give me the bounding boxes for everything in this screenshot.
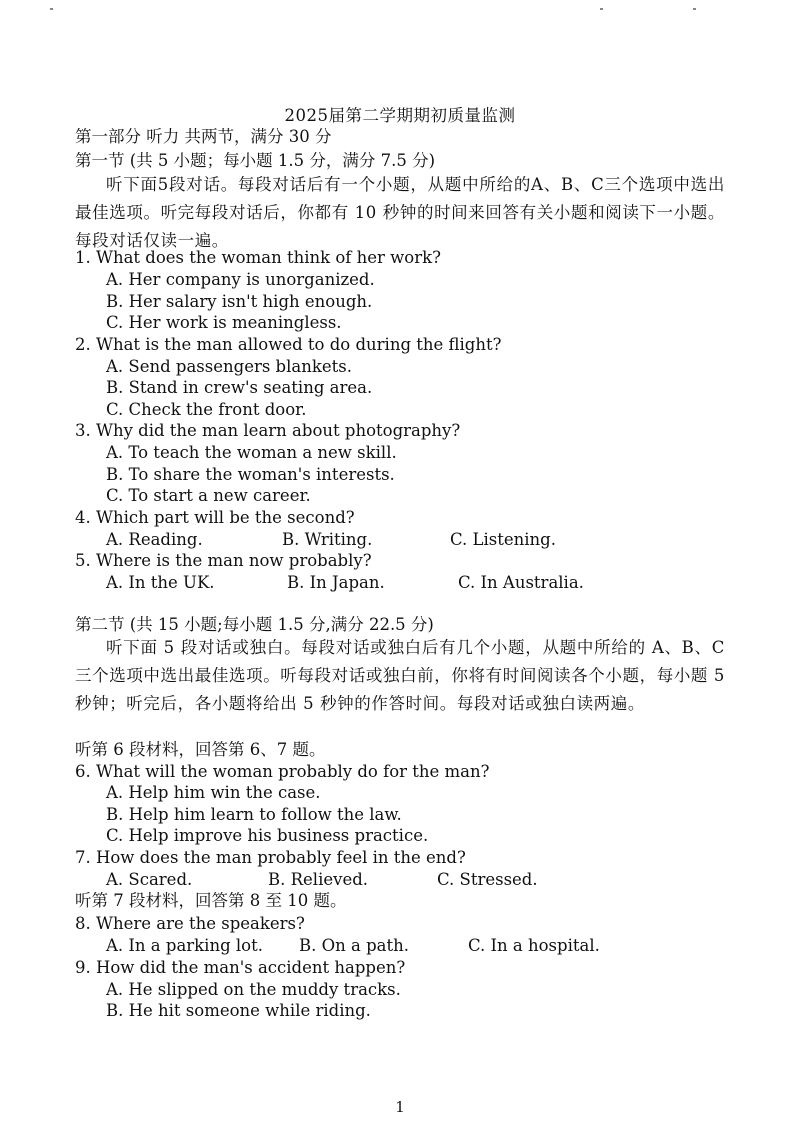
- question-stem: 1. What does the woman think of her work?: [75, 248, 441, 267]
- section2-heading: 第二节 (共 15 小题;每小题 1.5 分,满分 22.5 分): [75, 615, 434, 634]
- question-stem: 8. Where are the speakers?: [75, 914, 305, 933]
- part-heading: 第一部分 听力 共两节，满分 30 分: [75, 127, 332, 146]
- option-b: B. To share the woman's interests.: [106, 465, 395, 484]
- question-stem: 6. What will the woman probably do for the man?: [75, 762, 490, 781]
- option-a: A. Send passengers blankets.: [106, 357, 352, 376]
- section1-heading: 第一节 (共 5 小题；每小题 1.5 分，满分 7.5 分): [75, 151, 436, 170]
- page-number: 1: [395, 1098, 405, 1116]
- option-b: B. On a path.: [299, 936, 409, 955]
- option-c: C. In Australia.: [458, 573, 584, 592]
- option-b: B. Help him learn to follow the law.: [106, 805, 402, 824]
- option-a: A. He slipped on the muddy tracks.: [106, 980, 401, 999]
- option-a: A. In the UK.: [106, 573, 215, 592]
- material-label: 听第 7 段材料，回答第 8 至 10 题。: [75, 891, 347, 910]
- question-stem: 7. How does the man probably feel in the end?: [75, 848, 466, 867]
- question-stem: 2. What is the man allowed to do during the flight?: [75, 335, 502, 354]
- option-a: A. To teach the woman a new skill.: [106, 443, 397, 462]
- option-a: A. Help him win the case.: [106, 783, 321, 802]
- option-c: C. Stressed.: [437, 870, 538, 889]
- exam-title: 2025届第二学期期初质量监测: [284, 106, 516, 125]
- material-label: 听第 6 段材料，回答第 6、7 题。: [75, 740, 326, 759]
- option-a: A. Her company is unorganized.: [106, 270, 375, 289]
- option-b: B. Writing.: [282, 530, 373, 549]
- question-stem: 9. How did the man's accident happen?: [75, 958, 406, 977]
- option-a: A. Reading.: [106, 530, 203, 549]
- option-a: A. In a parking lot.: [106, 936, 263, 955]
- option-c: C. Help improve his business practice.: [106, 826, 429, 845]
- option-c: C. Check the front door.: [106, 400, 307, 419]
- scan-mark: [600, 8, 603, 10]
- question-stem: 4. Which part will be the second?: [75, 508, 355, 527]
- option-b: B. Relieved.: [268, 870, 369, 889]
- section2-instructions: 听下面 5 段对话或独白。每段对话或独白后有几个小题，从题中所给的 A、B、C 三个选项中选出最佳选项。听每段对话或独白前，你将有时间阅读各个小题，每小题 5 秒钟；听完后，各小题将给出 5 秒钟的作答时间。每段对话或独白读两遍。: [75, 638, 725, 713]
- option-c: C. Listening.: [450, 530, 556, 549]
- question-stem: 5. Where is the man now probably?: [75, 551, 372, 570]
- option-b: B. Stand in crew's seating area.: [106, 378, 373, 397]
- scan-mark: [693, 8, 696, 10]
- option-b: B. He hit someone while riding.: [106, 1001, 371, 1020]
- option-c: C. In a hospital.: [468, 936, 600, 955]
- option-b: B. Her salary isn't high enough.: [106, 292, 373, 311]
- option-c: C. Her work is meaningless.: [106, 313, 342, 332]
- option-b: B. In Japan.: [287, 573, 385, 592]
- section1-instructions: 听下面5段对话。每段对话后有一个小题，从题中所给的A、B、C三个选项中选出最佳选项。听完每段对话后，你都有 10 秒钟的时间来回答有关小题和阅读下一小题。每段对话仅读一遍。: [75, 175, 725, 250]
- option-a: A. Scared.: [106, 870, 193, 889]
- question-stem: 3. Why did the man learn about photography?: [75, 421, 461, 440]
- option-c: C. To start a new career.: [106, 486, 311, 505]
- scan-mark: [50, 8, 53, 10]
